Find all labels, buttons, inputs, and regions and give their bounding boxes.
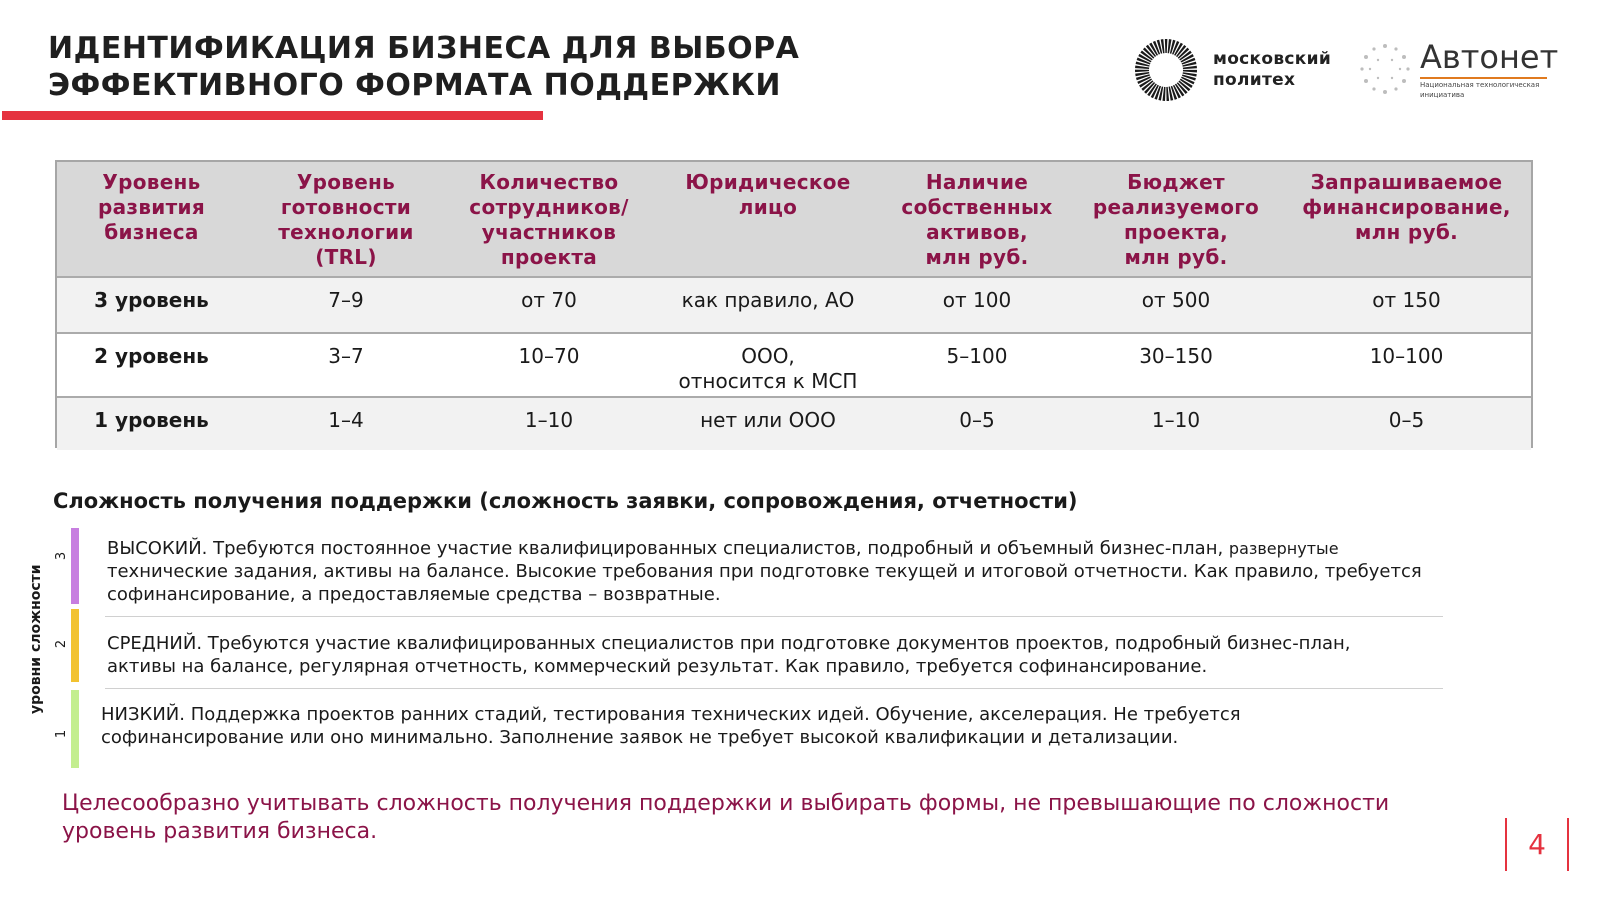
conclusion-text bbox=[62, 790, 1462, 846]
table-cell: 3 уровень bbox=[57, 277, 246, 333]
table-cell: 0–5 bbox=[884, 397, 1070, 450]
conclusion-line1: Целесообразно учитывать сложность получения поддержки и выбирать формы, не превышающие по сложности bbox=[62, 791, 1390, 816]
page-number: 4 bbox=[1528, 828, 1546, 861]
table-cell: 1 уровень bbox=[57, 397, 246, 450]
conclusion-line2: уровень развития бизнеса. bbox=[62, 819, 378, 844]
table-cell: 7–9 bbox=[246, 277, 446, 333]
complexity-bar-high bbox=[71, 528, 79, 604]
table-cell: 2 уровень bbox=[57, 333, 246, 397]
table-cell: 1–10 bbox=[446, 397, 652, 450]
table-row bbox=[57, 277, 1531, 333]
header-project-budget: Бюджет реализуемого проекта, млн руб. bbox=[1070, 162, 1282, 277]
page-title-line1: ИДЕНТИФИКАЦИЯ БИЗНЕСА ДЛЯ ВЫБОРА bbox=[48, 31, 800, 66]
header-business-level: Уровень развития бизнеса bbox=[57, 162, 246, 277]
table-cell: 10–100 bbox=[1282, 333, 1531, 397]
table-cell: от 500 bbox=[1070, 277, 1282, 333]
table-cell: 5–100 bbox=[884, 333, 1070, 397]
page-title-line2: ЭФФЕКТИВНОГО ФОРМАТА ПОДДЕРЖКИ bbox=[48, 68, 781, 103]
title-accent-bar bbox=[2, 111, 543, 120]
desc-medium-line2: активы на балансе, регулярная отчетность, коммерческий результат. Как правило, требуется софинансирование. bbox=[107, 656, 1208, 677]
complexity-level-number: 3 bbox=[54, 551, 69, 561]
table-cell: от 70 bbox=[446, 277, 652, 333]
page-title bbox=[48, 30, 799, 104]
table-cell: 3–7 bbox=[246, 333, 446, 397]
polytech-line2: политех bbox=[1213, 70, 1296, 90]
complexity-section-title: Сложность получения поддержки (сложность заявки, сопровождения, отчетности) bbox=[53, 489, 1078, 513]
polytech-logo-icon bbox=[1134, 38, 1198, 102]
complexity-desc-high bbox=[107, 537, 1447, 606]
complexity-desc-low bbox=[101, 703, 1441, 749]
table-cell: нет или ООО bbox=[652, 397, 884, 450]
table-cell: как правило, АО bbox=[652, 277, 884, 333]
header-trl: Уровень готовности технологии (TRL) bbox=[246, 162, 446, 277]
complexity-level-number: 2 bbox=[54, 639, 69, 649]
table-cell: 1–10 bbox=[1070, 397, 1282, 450]
complexity-separator bbox=[105, 688, 1443, 689]
avtonet-logo-name: Автонет bbox=[1420, 38, 1559, 76]
header-legal-entity: Юридическое лицо bbox=[652, 162, 884, 277]
desc-low-line2: софинансирование или оно минимально. Заполнение заявок не требует высокой квалификации и детализации. bbox=[101, 727, 1179, 748]
avtonet-logo-subtitle: Национальная технологическая инициатива bbox=[1420, 81, 1540, 99]
complexity-separator bbox=[105, 616, 1443, 617]
desc-high-line3: софинансирование, а предоставляемые средства – возвратные. bbox=[107, 584, 721, 605]
polytech-logo-text bbox=[1213, 49, 1331, 91]
table-cell: от 100 bbox=[884, 277, 1070, 333]
header-requested-funding: Запрашиваемое финансирование, млн руб. bbox=[1282, 162, 1531, 277]
table-cell: 1–4 bbox=[246, 397, 446, 450]
complexity-bar-low bbox=[71, 690, 79, 768]
desc-medium-line1: СРЕДНИЙ. Требуются участие квалифицированных специалистов при подготовке документов проектов, подробный бизнес-план, bbox=[107, 633, 1351, 654]
avtonet-logo-underline bbox=[1420, 77, 1547, 79]
table-row bbox=[57, 333, 1531, 397]
desc-high-line2: технические задания, активы на балансе. Высокие требования при подготовке текущей и итоговой отчетности. Как правило, требуется bbox=[107, 561, 1422, 582]
header-staff-count: Количество сотрудников/ участников проекта bbox=[446, 162, 652, 277]
desc-high-line1: ВЫСОКИЙ. Требуются постоянное участие квалифицированных специалистов, подробный и объемный бизнес-план, bbox=[107, 538, 1229, 559]
desc-low-line1: НИЗКИЙ. Поддержка проектов ранних стадий, тестирования технических идей. Обучение, акселерация. Не требуется bbox=[101, 704, 1241, 725]
complexity-desc-medium bbox=[107, 632, 1447, 678]
table-cell: от 150 bbox=[1282, 277, 1531, 333]
table-cell: 0–5 bbox=[1282, 397, 1531, 450]
complexity-level-number: 1 bbox=[54, 729, 69, 739]
header-own-assets: Наличие собственных активов, млн руб. bbox=[884, 162, 1070, 277]
complexity-axis-label: уровни сложности bbox=[28, 564, 44, 714]
table-row bbox=[57, 397, 1531, 450]
table-cell: ООО, относится к МСП bbox=[652, 333, 884, 397]
polytech-line1: московский bbox=[1213, 49, 1332, 69]
business-levels-table bbox=[55, 160, 1533, 448]
avtonet-mark-icon bbox=[1356, 40, 1414, 98]
table-cell: 10–70 bbox=[446, 333, 652, 397]
table-cell: 30–150 bbox=[1070, 333, 1282, 397]
desc-high-line1-small: развернутые bbox=[1228, 539, 1339, 558]
table-header-row bbox=[57, 162, 1531, 277]
complexity-bar-medium bbox=[71, 609, 79, 682]
page-number-divider-right bbox=[1567, 818, 1569, 871]
